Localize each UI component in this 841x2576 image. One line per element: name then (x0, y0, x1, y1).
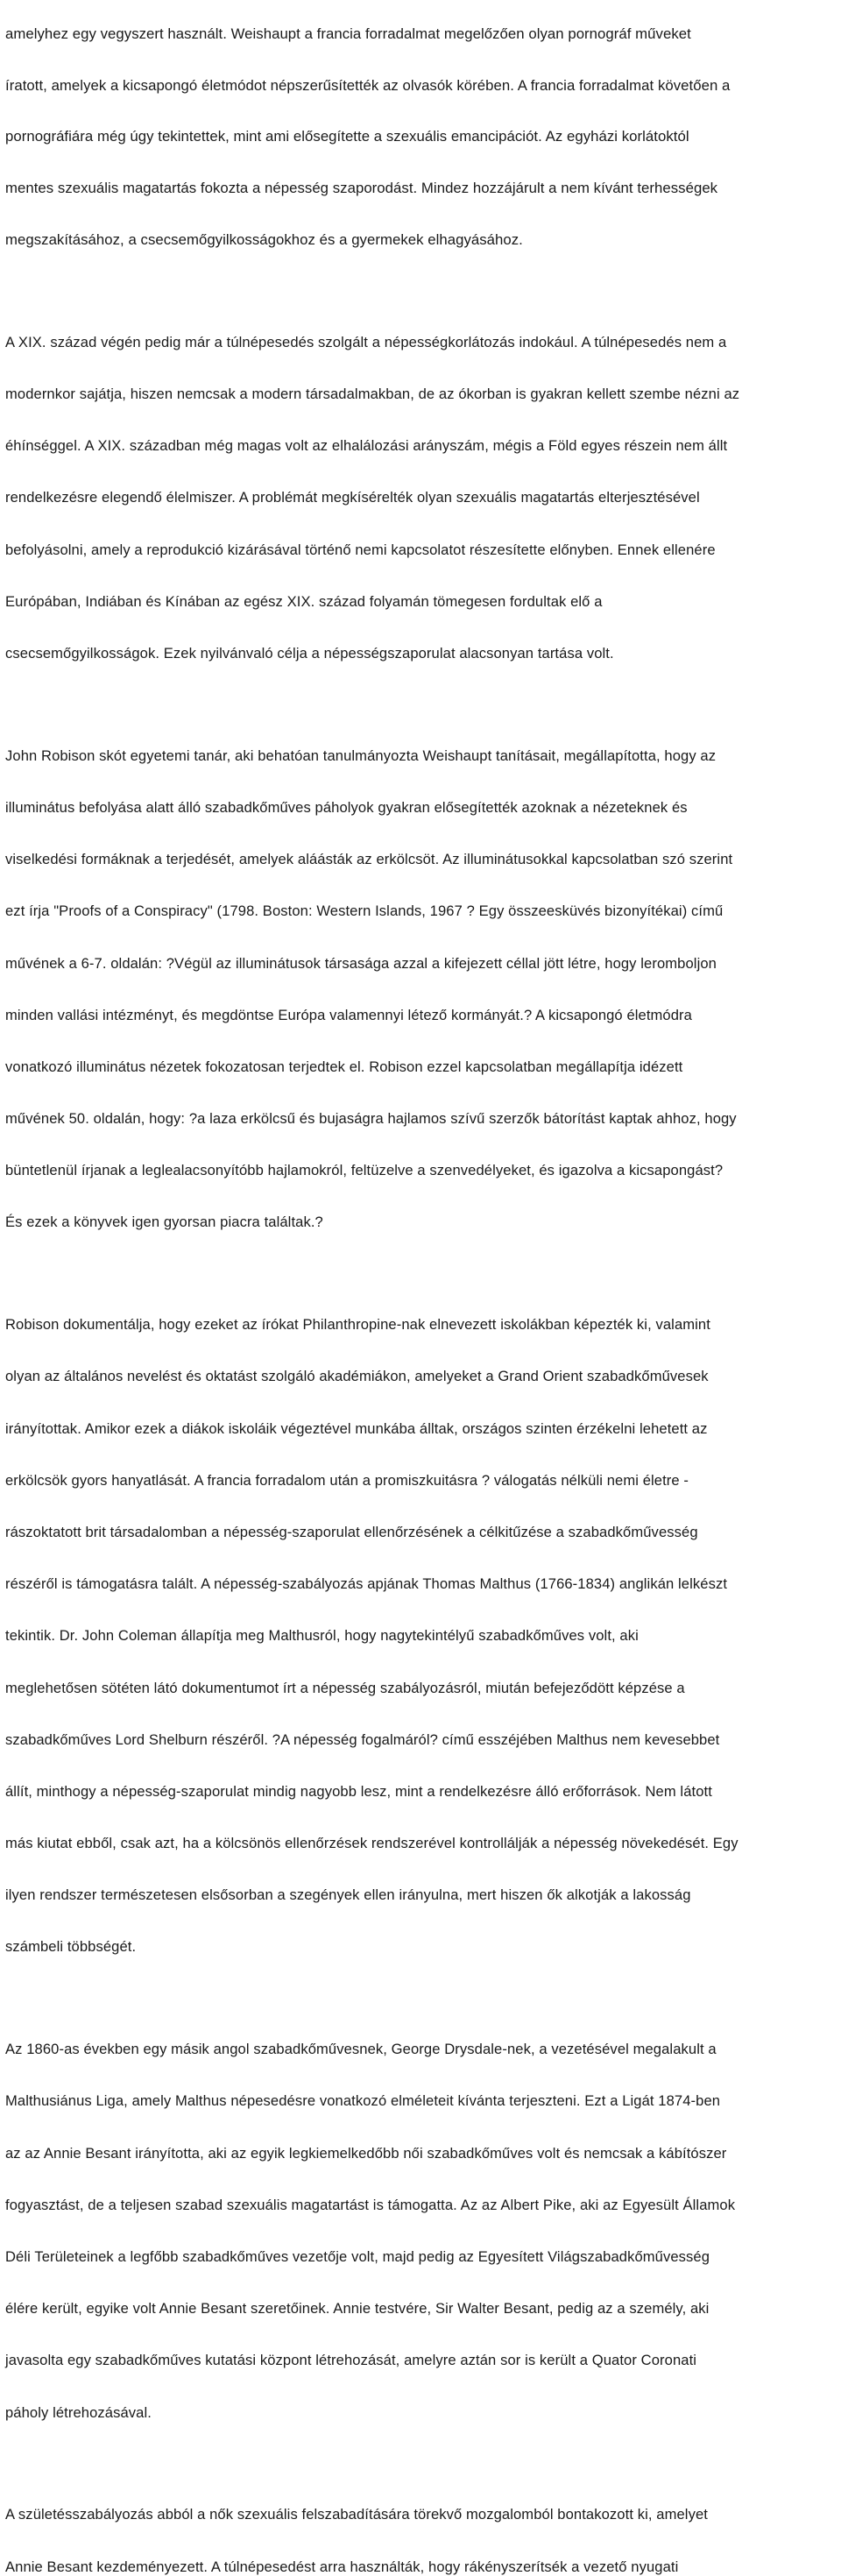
line: meglehetősen sötéten látó dokumentumot írt a népesség szabályozásról, miután befejeződött képzése a (5, 1679, 685, 1696)
line: büntetlenül írjanak a leglealacsonyítóbb hajlamokról, feltüzelve a szenvedélyeket, és igazolva a kicsapongást? (5, 1162, 724, 1179)
line: olyan az általános nevelést és oktatást szolgáló akadémiákon, amelyeket a Grand Orient szabadkőművesek (5, 1368, 709, 1385)
paragraph-3 (5, 717, 839, 1261)
line: Az 1860-as években egy másik angol szabadkőművesnek, George Drysdale-nek, a vezetésével megalakult a (5, 2041, 717, 2058)
line: John Robison skót egyetemi tanár, aki behatóan tanulmányozta Weishaupt tanításait, megállapította, hogy az (5, 747, 717, 764)
line: modernkor sajátja, hiszen nemcsak a modern társadalmakban, de az ókorban is gyakran kellett szembe nézni az (5, 386, 740, 403)
line: javasolta egy szabadkőműves kutatási központ létrehozását, amelyre aztán sor is került a Quator Coronati (5, 2352, 697, 2369)
paragraph-1 (5, 0, 839, 278)
paragraph-4 (5, 1286, 839, 1986)
line: rendelkezésre elegendő élelmiszer. A problémát megkísérelték olyan szexuális magatartás elterjesztésével (5, 489, 700, 506)
line: páholy létrehozásával. (5, 2403, 152, 2421)
paragraph-6 (5, 2476, 839, 2576)
line: A XIX. század végén pedig már a túlnépesedés szolgált a népességkorlátozás indokául. A túlnépesedés nem a (5, 333, 727, 350)
line: A születésszabályozás abból a nők szexuális felszabadítására törekvő mozgalomból bontakozott ki, amelyet (5, 2506, 708, 2523)
line: művének a 6-7. oldalán: ?Végül az illuminátusok társasága azzal a kifejezett céllal jött létre, hogy leromboljon (5, 954, 717, 972)
line: az az Annie Besant irányította, aki az egyik legkiemelkedőbb női szabadkőműves volt és nemcsak a kábítószer (5, 2144, 727, 2162)
line: művének 50. oldalán, hogy: ?a laza erkölcsű és bujaságra hajlamos szívű szerzők bátorítást kaptak ahhoz, hogy (5, 1110, 737, 1128)
line: íratott, amelyek a kicsapongó életmódot népszerűsítették az olvasók körében. A francia forradalmat követően a (5, 76, 731, 94)
document-page (5, 0, 839, 2576)
line: Európában, Indiában és Kínában az egész XIX. század folyamán tömegesen fordultak elő a (5, 592, 603, 610)
line: tekintik. Dr. John Coleman állapítja meg Malthusról, hogy nagytekintélyű szabadkőműves volt, aki (5, 1627, 639, 1645)
line: minden vallási intézményt, és megdöntse Európa valamennyi létező kormányát.? A kicsapongó életmódra (5, 1006, 692, 1023)
line: Déli Területeinek a legfőbb szabadkőműves vezetője volt, majd pedig az Egyesített Világszabadkőművesség (5, 2248, 710, 2266)
line: pornográfiára még úgy tekintettek, mint ami elősegítette a szexuális emancipációt. Az egyházi korlátoktól (5, 128, 689, 145)
line: számbeli többségét. (5, 1938, 137, 1956)
line: irányítottak. Amikor ezek a diákok iskoláik végeztével munkába álltak, országos szinten érzékelni lehetett az (5, 1419, 708, 1437)
line: befolyásolni, amely a reprodukció kizárásával történő nemi kapcsolatot részesítette előnyben. Ennek ellenére (5, 541, 716, 558)
line: élére került, egyike volt Annie Besant szeretőinek. Annie testvére, Sir Walter Besant, pedig az a személy, aki (5, 2300, 710, 2318)
line: Annie Besant kezdeményezett. A túlnépesedést arra használták, hogy rákényszerítsék a vezető nyugati (5, 2558, 679, 2575)
line: csecsemőgyilkosságok. Ezek nyilvánvaló célja a népességszaporulat alacsonyan tartása volt. (5, 644, 614, 662)
paragraph-5 (5, 2011, 839, 2452)
line: megszakításához, a csecsemőgyilkosságokhoz és a gyermekek elhagyásához. (5, 230, 523, 248)
line: rászoktatott brit társadalomban a népesség-szaporulat ellenőrzésének a célkitűzése a szabadkőművesség (5, 1523, 698, 1540)
line: Malthusiánus Liga, amely Malthus népesedésre vonatkozó elméleteit kívánta terjeszteni. Ezt a Ligát 1874-ben (5, 2092, 721, 2110)
line: vonatkozó illuminátus nézetek fokozatosan terjedtek el. Robison ezzel kapcsolatban megállapítja idézett (5, 1058, 683, 1075)
line: illuminátus befolyása alatt álló szabadkőműves páholyok gyakran elősegítették azoknak a nézeteknek és (5, 798, 688, 816)
line: részéről is támogatásra talált. A népesség-szabályozás apjának Thomas Malthus (1766-1834) anglikán lelkészt (5, 1575, 728, 1593)
line: Robison dokumentálja, hogy ezeket az írókat Philanthropine-nak elnevezett iskolákban képezték ki, valamint (5, 1316, 710, 1334)
line: És ezek a könyvek igen gyorsan piacra találtak.? (5, 1214, 323, 1231)
line: mentes szexuális magatartás fokozta a népesség szaporodást. Mindez hozzájárult a nem kívánt terhességek (5, 180, 718, 197)
line: szabadkőműves Lord Shelburn részéről. ?A népesség fogalmáról? című esszéjében Malthus nem kevesebbet (5, 1730, 720, 1748)
line: ilyen rendszer természetesen elsősorban a szegények ellen irányulna, mert hiszen ők alkotják a lakosság (5, 1886, 691, 1904)
line: éhínséggel. A XIX. században még magas volt az elhalálozási arányszám, mégis a Föld egyes részein nem állt (5, 437, 728, 455)
line: más kiutat ebből, csak azt, ha a kölcsönös ellenőrzések rendszerével kontrollálják a népesség növekedését. Egy (5, 1835, 739, 1852)
line: fogyasztást, de a teljesen szabad szexuális magatartást is támogatta. Az az Albert Pike, aki az Egyesült Államok (5, 2196, 736, 2213)
paragraph-2 (5, 303, 839, 692)
line: amelyhez egy vegyszert használt. Weishaupt a francia forradalmat megelőzően olyan pornográf műveket (5, 25, 691, 43)
line: ezt írja "Proofs of a Conspiracy" (1798. Boston: Western Islands, 1967 ? Egy összeesküvés bizonyítékai) című (5, 902, 724, 920)
line: viselkedési formáknak a terjedését, amelyek aláásták az erkölcsöt. Az illuminátusokkal kapcsolatban szó szerint (5, 851, 733, 868)
line: erkölcsök gyors hanyatlását. A francia forradalom után a promiszkuitásra ? válogatás nélküli nemi életre - (5, 1471, 689, 1489)
line: állít, minthogy a népesség-szaporulat mindig nagyobb lesz, mint a rendelkezésre álló erőforrások. Nem látott (5, 1782, 712, 1800)
